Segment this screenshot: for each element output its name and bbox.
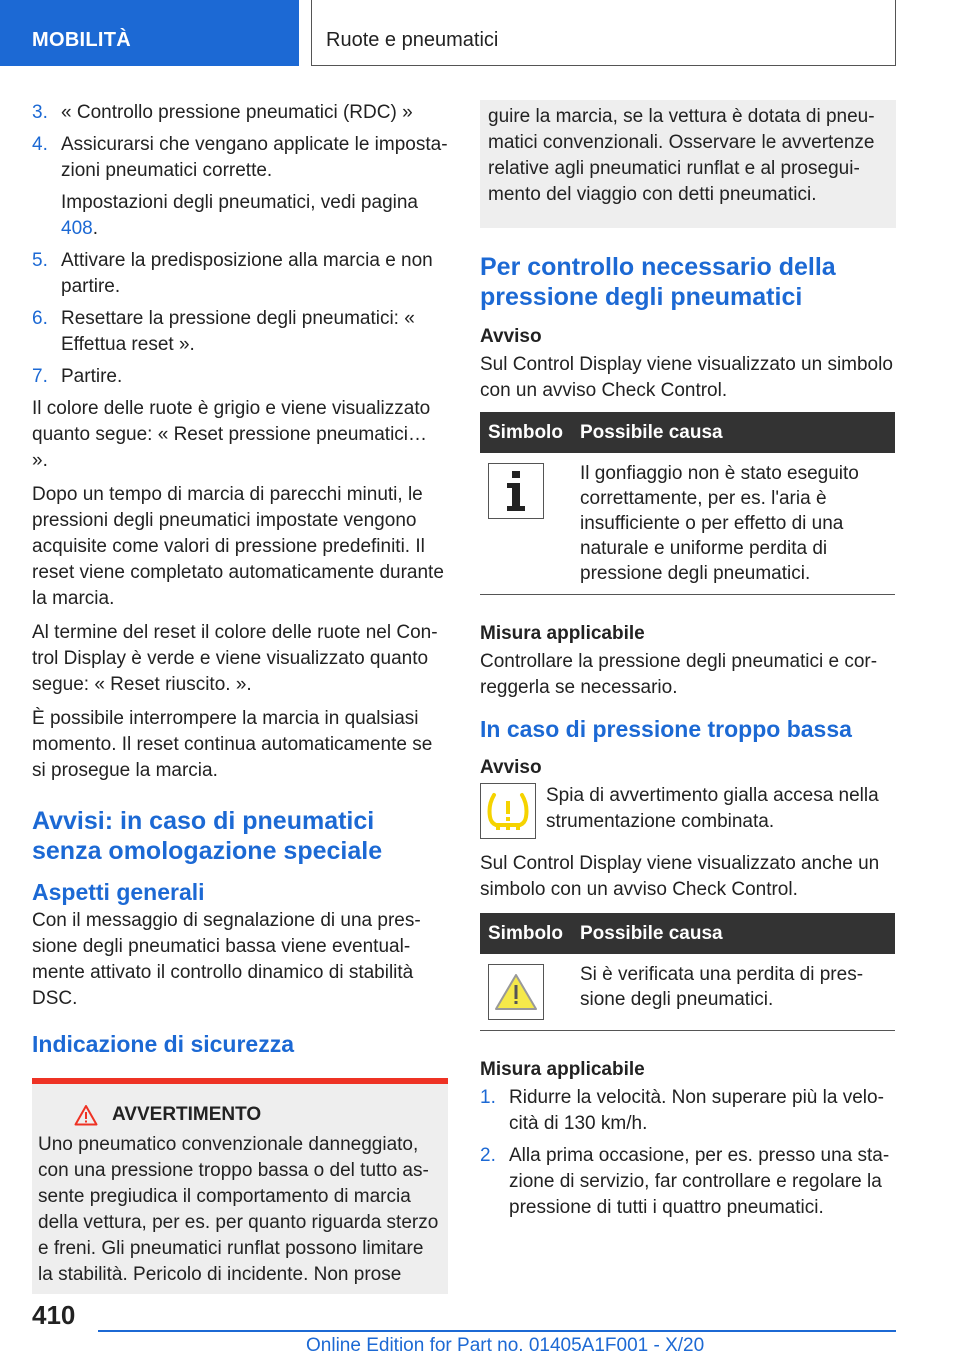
table-header: Simbolo xyxy=(480,412,572,453)
step-number: 6. xyxy=(32,308,48,329)
step-number: 7. xyxy=(32,366,48,387)
step-text: Partire. xyxy=(61,366,123,387)
warning-header xyxy=(38,1102,442,1128)
list-item xyxy=(32,364,448,390)
paragraph: Controllare la pressione degli pneumatici e correggerla se necessario. xyxy=(480,651,878,698)
symbol-cell xyxy=(488,964,544,1020)
list-item xyxy=(480,1085,896,1137)
list-item xyxy=(32,132,448,242)
paragraph: Il colore delle ruote è grigio e viene visualizzato quanto segue: « Reset pressione pneumatici… ». xyxy=(32,398,431,471)
left-column xyxy=(32,100,448,1294)
heading-indicazione-sicurezza: Indicazione di sicurezza xyxy=(32,1031,295,1057)
paragraph: Dopo un tempo di marcia di parecchi minuti, le pressioni degli pneumatici impostate vengono acquisite come valori di pressione predefiniti. Il reset viene completato automaticamente durante la marcia. xyxy=(32,484,444,609)
tire-pressure-warning-icon xyxy=(484,791,532,831)
warning-continuation: guire la marcia, se la vettura è dotata di pneumatici convenzionali. Osservare le avvertenze relative agli pneumatici runflat e al proseguimento del viaggio con detti pneumatici. xyxy=(480,100,896,228)
table-header: Possibile causa xyxy=(572,913,895,954)
subheading-avviso: Avviso xyxy=(480,326,542,347)
list-item xyxy=(480,1143,896,1221)
table-header: Simbolo xyxy=(480,913,572,954)
table-header: Possibile causa xyxy=(572,412,895,453)
step-number: 1. xyxy=(480,1087,496,1108)
list-item xyxy=(32,100,448,126)
step-number: 3. xyxy=(32,102,48,123)
warning-box xyxy=(32,1078,448,1294)
right-column xyxy=(480,100,896,1227)
symbol-cell xyxy=(488,463,544,519)
indicator-text: Spia di avvertimento gialla accesa nella strumentazione combinata. xyxy=(546,785,879,832)
step-text: Ridurre la velocità. Non superare più la velocità di 130 km/h. xyxy=(509,1087,884,1134)
symbol-table xyxy=(480,412,895,595)
warning-text: Uno pneumatico convenzionale danneggiato, con una pressione troppo bassa o del tutto assente pregiudica il comportamento di marcia della vettura, per es. per quanto riguarda sterzo e freni. Gli pneumatici runflat possono limitare la stabilità. Pericolo di incidente. Non prose xyxy=(38,1134,439,1285)
heading-controllo-pressione: Per controllo necessario della pressione degli pneumatici xyxy=(480,253,836,311)
subheading-misura: Misura applicabile xyxy=(480,623,645,644)
footer-divider xyxy=(98,1330,896,1332)
step-text: Attivare la predisposizione alla marcia e non partire. xyxy=(61,250,433,297)
warning-title: AVVERTIMENTO xyxy=(112,1104,262,1125)
heading-pressione-bassa: In caso di pressione troppo bassa xyxy=(480,716,852,742)
step-text: Assicurarsi che vengano applicate le impostazioni pneumatici corrette. xyxy=(61,134,448,181)
step-text: Alla prima occasione, per es. presso una stazione di servizio, far controllare e regolare la pressione di tutti i quattro pneumatici. xyxy=(509,1145,890,1218)
heading-aspetti-generali: Aspetti generali xyxy=(32,879,205,905)
paragraph: Al termine del reset il colore delle ruote nel Control Display è verde e viene visualizzato quanto segue: « Reset riuscito. ». xyxy=(32,622,438,695)
table-cell: Si è verificata una perdita di pressione degli pneumatici. xyxy=(572,954,895,1031)
info-icon xyxy=(501,469,531,513)
paragraph: Sul Control Display viene visualizzato un simbolo con un avviso Check Control. xyxy=(480,354,893,401)
page-header xyxy=(0,0,960,66)
warning-triangle-icon xyxy=(74,1104,98,1126)
page-number: 410 xyxy=(32,1300,76,1330)
paragraph: È possibile interrompere la marcia in qualsiasi momento. Il reset continua automaticamente se si prosegue la marcia. xyxy=(32,708,433,781)
paragraph: Sul Control Display viene visualizzato anche un simbolo con un avviso Check Control. xyxy=(480,853,880,900)
list-item xyxy=(32,306,448,358)
table-cell: Il gonfiaggio non è stato eseguito correttamente, per es. l'aria è insufficiente o per effetto di una naturale e uniforme perdita di pressione degli pneumatici. xyxy=(572,453,895,595)
step-text: Resettare la pressione degli pneumatici: « Effettua reset ». xyxy=(61,308,415,355)
step-number: 2. xyxy=(480,1145,496,1166)
paragraph: Con il messaggio di segnalazione di una pressione degli pneumatici bassa viene eventualmente attivato il controllo dinamico di stabilità DSC. xyxy=(32,910,421,1009)
table-row xyxy=(480,453,895,595)
indicator-row xyxy=(480,783,896,839)
edition-note: Online Edition for Part no. 01405A1F001 - X/20 xyxy=(306,1335,705,1356)
chapter-title: Ruote e pneumatici xyxy=(311,0,896,66)
table-row xyxy=(480,954,895,1031)
step-subtext: Impostazioni degli pneumatici, vedi pagina 408. xyxy=(61,192,418,239)
section-tab[interactable]: MOBILITÀ xyxy=(0,0,299,66)
symbol-table xyxy=(480,913,895,1031)
subheading-misura: Misura applicabile xyxy=(480,1059,645,1080)
subheading-avviso: Avviso xyxy=(480,757,542,778)
warning-triangle-icon xyxy=(493,972,539,1012)
tpms-indicator xyxy=(480,783,536,839)
step-text: « Controllo pressione pneumatici (RDC) » xyxy=(61,102,413,123)
heading-avvisi: Avvisi: in caso di pneumatici senza omologazione speciale xyxy=(32,807,383,865)
page-link[interactable]: 408 xyxy=(61,218,93,239)
list-item xyxy=(32,248,448,300)
step-number: 5. xyxy=(32,250,48,271)
step-number: 4. xyxy=(32,134,48,155)
